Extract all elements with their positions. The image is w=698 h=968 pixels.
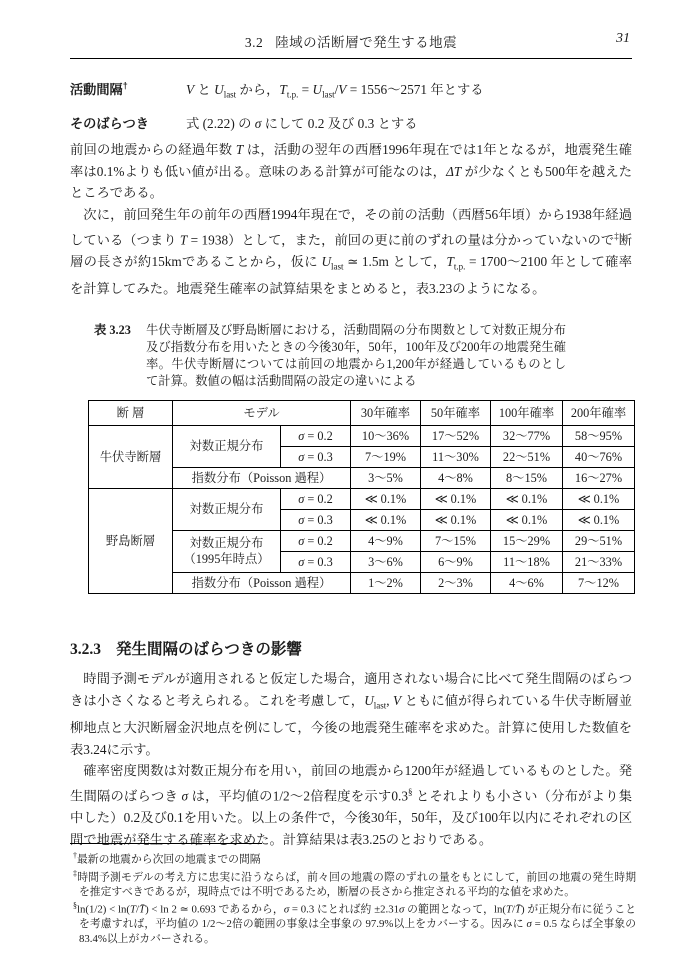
definition-value: V と $U_{last}$ から，$T_{t.p.} = U_{last}/V = 1556$〜2571 年とする <box>186 82 484 100</box>
cell-value: 3〜6% <box>351 552 421 573</box>
cell-value: 15〜29% <box>491 531 563 552</box>
footnote-rule <box>70 843 262 844</box>
cell-sigma: σ = 0.3 <box>281 552 351 573</box>
cell-model: 対数正規分布 <box>173 489 281 531</box>
cell-value: ≪ 0.1% <box>491 510 563 531</box>
cell-model-line2: （1995年時点） <box>183 551 270 566</box>
cell-value: 1〜2% <box>351 573 421 594</box>
cell-model: 対数正規分布 <box>173 426 281 468</box>
definition-row-scatter <box>70 113 632 132</box>
cell-value: ≪ 0.1% <box>563 489 635 510</box>
section-heading <box>70 637 302 659</box>
cell-value: 3〜5% <box>351 468 421 489</box>
table-caption-label: 表 3.23 <box>94 323 131 337</box>
cell-fault: 野島断層 <box>89 489 173 594</box>
paragraph: 確率密度関数は対数正規分布を用い，前回の地震から1200年が経過しているものとした。発生間隔のばらつき σ は，平均値の1/2〜2倍程度を示す0.3§ とそれよりも小さい（分布がより集中した）0.2及び0.1を用いた。以上の条件で，今後30年，50年，及び100年以内にそれぞれの区間で地震が発生する確率を求めた。計算結果は表3.25のとおりである。 <box>70 763 632 847</box>
body-text-block-2 <box>70 668 632 851</box>
cell-value: 16〜27% <box>563 468 635 489</box>
cell-value: 32〜77% <box>491 426 563 447</box>
cell-value: 11〜30% <box>421 447 491 468</box>
paragraph: 前回の地震からの経過年数 T は，活動の翌年の西暦1996年現在では1年となるが，地震発生確率は0.1%よりも低い値が出る。意味のある計算が可能なのは，ΔT が少なくとも500年を越えたところである。 <box>70 142 632 201</box>
cell-sigma: σ = 0.3 <box>281 447 351 468</box>
cell-value: 2〜3% <box>421 573 491 594</box>
running-header-title <box>70 31 632 51</box>
cell-value: 4〜6% <box>491 573 563 594</box>
header-50yr: 50年確率 <box>421 401 491 426</box>
footnotes <box>70 843 636 946</box>
definition-value: 式 (2.22) の σ にして 0.2 及び 0.3 とする <box>186 115 418 131</box>
cell-value: 17〜52% <box>421 426 491 447</box>
cell-value: 4〜9% <box>351 531 421 552</box>
cell-value: 7〜19% <box>351 447 421 468</box>
running-header-section-title: 陸域の活断層で発生する地震 <box>275 35 458 50</box>
header-200yr: 200年確率 <box>563 401 635 426</box>
running-header-section-number: 3.2 <box>244 35 264 50</box>
cell-value: ≪ 0.1% <box>351 510 421 531</box>
probability-table <box>88 400 635 594</box>
cell-value: ≪ 0.1% <box>563 510 635 531</box>
definition-row-interval <box>70 79 632 100</box>
cell-sigma: σ = 0.2 <box>281 489 351 510</box>
cell-value: 6〜9% <box>421 552 491 573</box>
cell-model <box>173 531 281 573</box>
footnote-marker: § <box>73 901 77 911</box>
footnote-double-dagger: ‡時間予測モデルの考え方に忠実に沿うならば，前々回の地震の際のずれの量をもとにして，前回の地震の発生時期を推定すべきであるが，現時点では不明であるため，断層の長さから推定される平均的な値を求めた。 <box>73 869 636 898</box>
running-header <box>70 31 632 59</box>
cell-model: 指数分布（Poisson 過程） <box>173 468 351 489</box>
cell-value: 29〜51% <box>563 531 635 552</box>
cell-sigma: σ = 0.2 <box>281 531 351 552</box>
cell-value: 22〜51% <box>491 447 563 468</box>
cell-value: 4〜8% <box>421 468 491 489</box>
cell-value: 10〜36% <box>351 426 421 447</box>
header-model: モデル <box>173 401 351 426</box>
dagger-marker: † <box>122 80 128 91</box>
header-30yr: 30年確率 <box>351 401 421 426</box>
definition-list <box>70 79 632 145</box>
header-100yr: 100年確率 <box>491 401 563 426</box>
table-caption-text: 牛伏寺断層及び野島断層における，活動間隔の分布関数として対数正規分布及び指数分布を用いたときの今後30年，50年，100年及び200年の地震発生確率。牛伏寺断層については前回の地震から1,200年が経過しているものとして計算。数値の幅は活動間隔の設定の違いによる <box>146 323 566 388</box>
section-title: 発生間隔のばらつきの影響 <box>116 641 302 658</box>
cell-value: 40〜76% <box>563 447 635 468</box>
table-header-row <box>89 401 635 426</box>
definition-label: そのばらつき <box>70 115 149 131</box>
cell-value: 58〜95% <box>563 426 635 447</box>
cell-sigma: σ = 0.3 <box>281 510 351 531</box>
header-fault: 断 層 <box>89 401 173 426</box>
footnote-marker: † <box>73 851 77 860</box>
cell-sigma: σ = 0.2 <box>281 426 351 447</box>
cell-value: ≪ 0.1% <box>421 489 491 510</box>
table-caption <box>94 322 570 390</box>
cell-model: 指数分布（Poisson 過程） <box>173 573 351 594</box>
paragraph: 次に，前回発生年の前年の西暦1994年現在で，その前の活動（西暦56年頃）から1938年経過している（つまり T = 1938）として，また，前回の更に前のずれの量は分かっていないので‡断層の長さが約15kmであることから，仮に $U_{last}$ ≃ 1.5m として，$T_{t.p.} = 1700$〜2100 年として確率を計算してみた。地震発生確率の試算結果をまとめると，表3.23のようになる。 <box>70 207 633 297</box>
paragraph: 時間予測モデルが適用されると仮定した場合，適用されない場合に比べて発生間隔のばらつきは小さくなると考えられる。これを考慮して，$U_{last}$, V ともに値が得られている牛伏寺断層並柳地点と大沢断層金沢地点を例にして，今後の地震発生確率を求めた。計算に使用した数値を表3.24に示す。 <box>70 671 633 757</box>
table-row <box>89 489 635 510</box>
cell-fault: 牛伏寺断層 <box>89 426 173 489</box>
cell-value: 11〜18% <box>491 552 563 573</box>
definition-label: 活動間隔† <box>70 80 128 97</box>
cell-value: 7〜15% <box>421 531 491 552</box>
cell-value: ≪ 0.1% <box>351 489 421 510</box>
cell-value: 21〜33% <box>563 552 635 573</box>
cell-value: 8〜15% <box>491 468 563 489</box>
footnote-section-mark: §ln(1/2) < ln(T/T̄) < ln 2 ≃ 0.693 であるから，σ = 0.3 にとれば約 ±2.31σ の範囲となって，ln(T/T̄) が正規分布に従うことを考慮すれば，平均値の 1/2〜2倍の範囲の事象は全事象の 97.9%以上をカバーする。因みに σ = 0.5 ならば全事象の 83.4%以上がカバーされる。 <box>73 901 637 945</box>
footnote-marker: ‡ <box>73 869 78 878</box>
footnote-dagger: †最新の地震から次回の地震までの間隔 <box>73 851 261 866</box>
page-number: 31 <box>616 31 630 46</box>
cell-model-line1: 対数正規分布 <box>189 536 264 550</box>
cell-value: 7〜12% <box>563 573 635 594</box>
section-number: 3.2.3 <box>70 641 101 658</box>
cell-value: ≪ 0.1% <box>491 489 563 510</box>
cell-value: ≪ 0.1% <box>421 510 491 531</box>
table-row <box>89 426 635 447</box>
body-text-block-1 <box>70 139 632 300</box>
